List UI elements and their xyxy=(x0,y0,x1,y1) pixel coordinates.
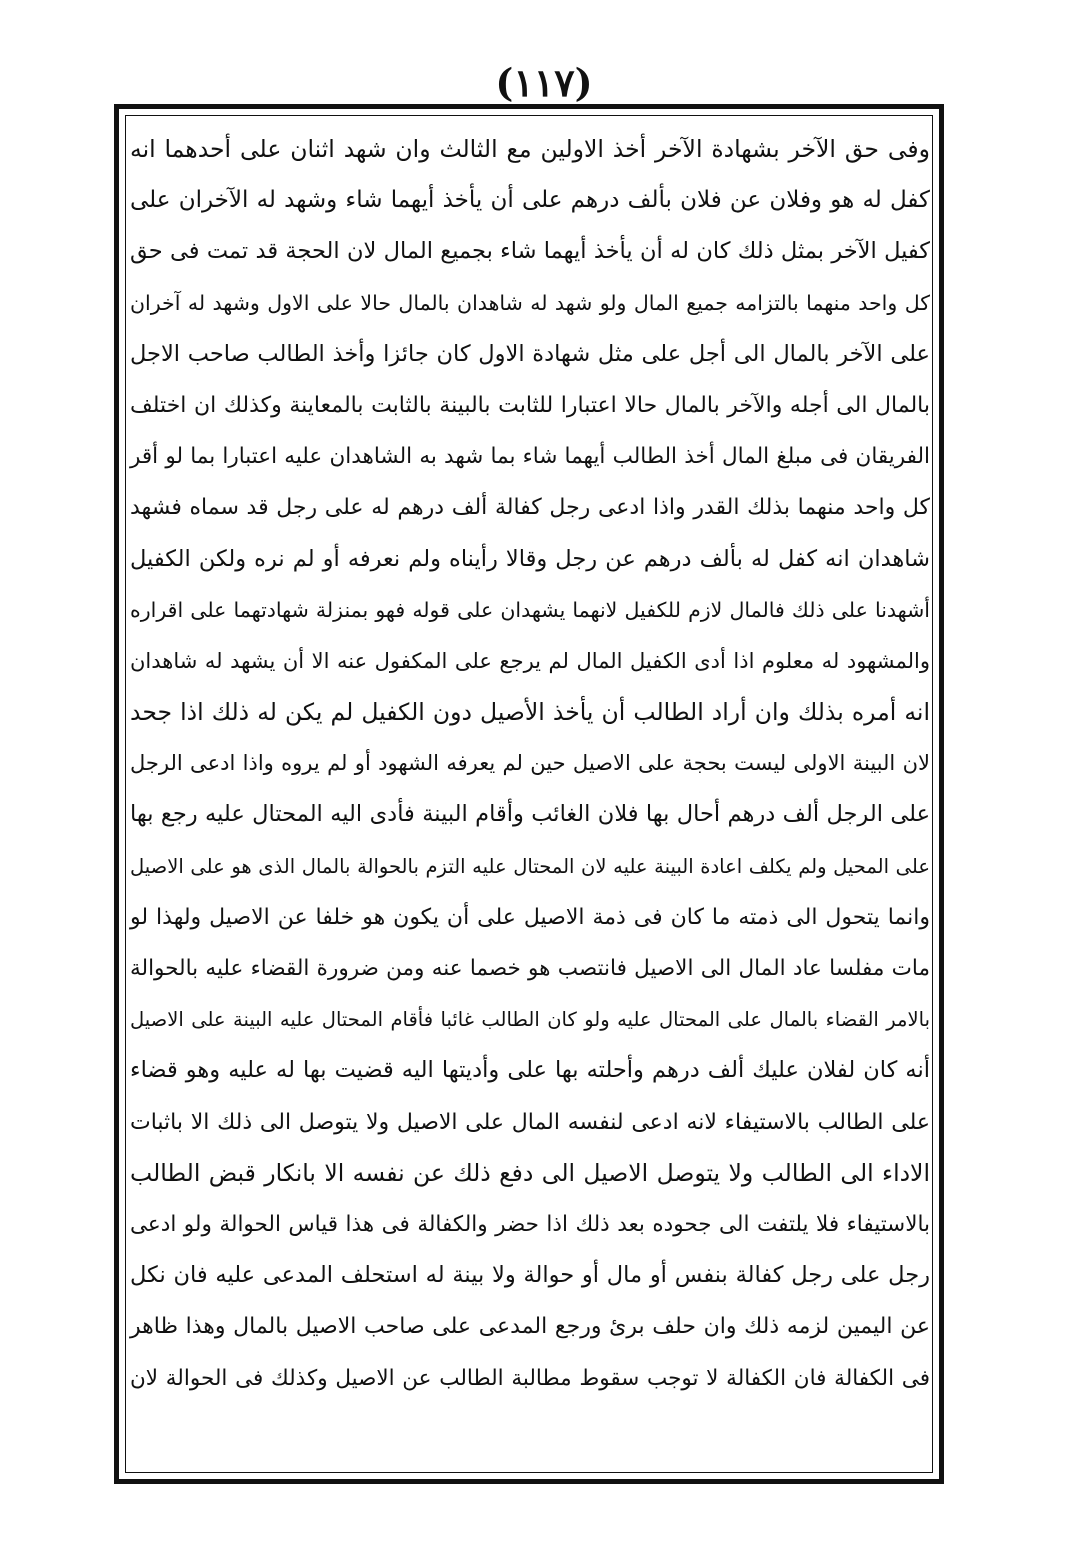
text-line: على المحيل ولم يكلف اعادة البينة عليه لان المحتال عليه التزم بالحوالة بالمال الذى هو على الاصيل xyxy=(130,854,930,878)
text-line: الاداء الى الطالب ولا يتوصل الاصيل الى دفع ذلك عن نفسه الا بانكار قبض الطالب xyxy=(130,1158,930,1187)
text-line: كل واحد منهما بالتزامه جميع المال ولو شهد له شاهدان بالمال حالا على الاول وشهد له آخران xyxy=(130,290,930,315)
body-text xyxy=(128,124,932,1470)
text-line: على الآخر بالمال الى أجل على مثل شهادة الاول كان جائزا وأخذ الطالب صاحب الاجل xyxy=(130,340,930,367)
text-line: أنه كان لفلان عليك ألف درهم وأحلته بها على وأديتها اليه قضيت بها له عليه وهو قضاء xyxy=(130,1057,930,1084)
text-line: مات مفلسا عاد المال الى الاصيل فانتصب هو خصما عنه ومن ضرورة القضاء عليه بالحوالة xyxy=(130,956,930,981)
text-line: بالاستيفاء فلا يلتفت الى جحوده بعد ذلك اذا حضر والكفالة فى هذا قياس الحوالة ولو ادعى xyxy=(130,1211,930,1237)
text-line: أشهدنا على ذلك فالمال لازم للكفيل لانهما يشهدان على قوله فهو بمنزلة شهادتهما على اقراره xyxy=(130,597,930,622)
text-line: فى الكفالة فان الكفالة لا توجب سقوط مطالبة الطالب عن الاصيل وكذلك فى الحوالة لان xyxy=(130,1365,930,1391)
text-line: انه أمره بذلك وان أراد الطالب أن يأخذ الأصيل دون الكفيل لم يكن له ذلك اذا جحد xyxy=(130,698,930,727)
text-line: على الطالب بالاستيفاء لانه ادعى لنفسه المال على الاصيل ولا يتوصل الى ذلك الا باثبات xyxy=(130,1109,930,1135)
text-line: كفل له هو وفلان عن فلان بألف درهم على أن يأخذ أيهما شاء وشهد له الآخران على xyxy=(130,187,930,214)
text-line: وانما يتحول الى ذمته ما كان فى ذمة الاصيل على أن يكون هو خلفا عن الاصيل ولهذا لو xyxy=(130,904,930,930)
text-line: والمشهود له معلوم اذا أدى الكفيل المال لم يرجع على المكفول عنه الا أن يشهد له شاهدان xyxy=(130,648,930,673)
text-line: رجل على رجل كفالة بنفس أو مال أو حوالة ولا بينة له استحلف المدعى عليه فان نكل xyxy=(130,1262,930,1289)
text-line: شاهدان انه كفل له بألف درهم عن رجل وقالا رأيناه ولم نعرفه أو لم نره ولكن الكفيل xyxy=(130,545,930,572)
text-line: على الرجل ألف درهم أحال بها فلان الغائب وأقام البينة فأدى اليه المحتال عليه رجع بها xyxy=(130,801,930,828)
text-line: بالامر القضاء بالمال على المحتال عليه ولو كان الطالب غائبا فأقام المحتال عليه البينة على الاصيل xyxy=(130,1008,930,1032)
text-line: الفريقان فى مبلغ المال أخذ الطالب أيهما شاء بما شهد به الشاهدان عليه اعتبارا بما لو أقر xyxy=(130,444,930,470)
text-line: وفى حق الآخر بشهادة الآخر أخذ الاولين مع الثالث وان شهد اثنان على أحدهما انه xyxy=(130,135,930,163)
text-line: بالمال الى أجله والآخر بالمال حالا اعتبارا للثابت بالبينة بالثابت بالمعاينة وكذلك ان اختلف xyxy=(130,392,930,418)
page-number: (١١٧) xyxy=(495,60,593,105)
text-line: كفيل الآخر بمثل ذلك كان له أن يأخذ أيهما شاء بجميع المال لان الحجة قد تمت فى حق xyxy=(130,238,930,265)
text-line: لان البينة الاولى ليست بحجة على الاصيل حين لم يعرفه الشهود أو لم يروه واذا ادعى الرجل xyxy=(130,751,930,776)
text-line: عن اليمين لزمه ذلك وان حلف برئ ورجع المدعى على صاحب الاصيل بالمال وهذا ظاهر xyxy=(130,1314,930,1340)
text-line: كل واحد منهما بذلك القدر واذا ادعى رجل كفالة ألف درهم له على رجل قد سماه فشهد xyxy=(130,495,930,521)
